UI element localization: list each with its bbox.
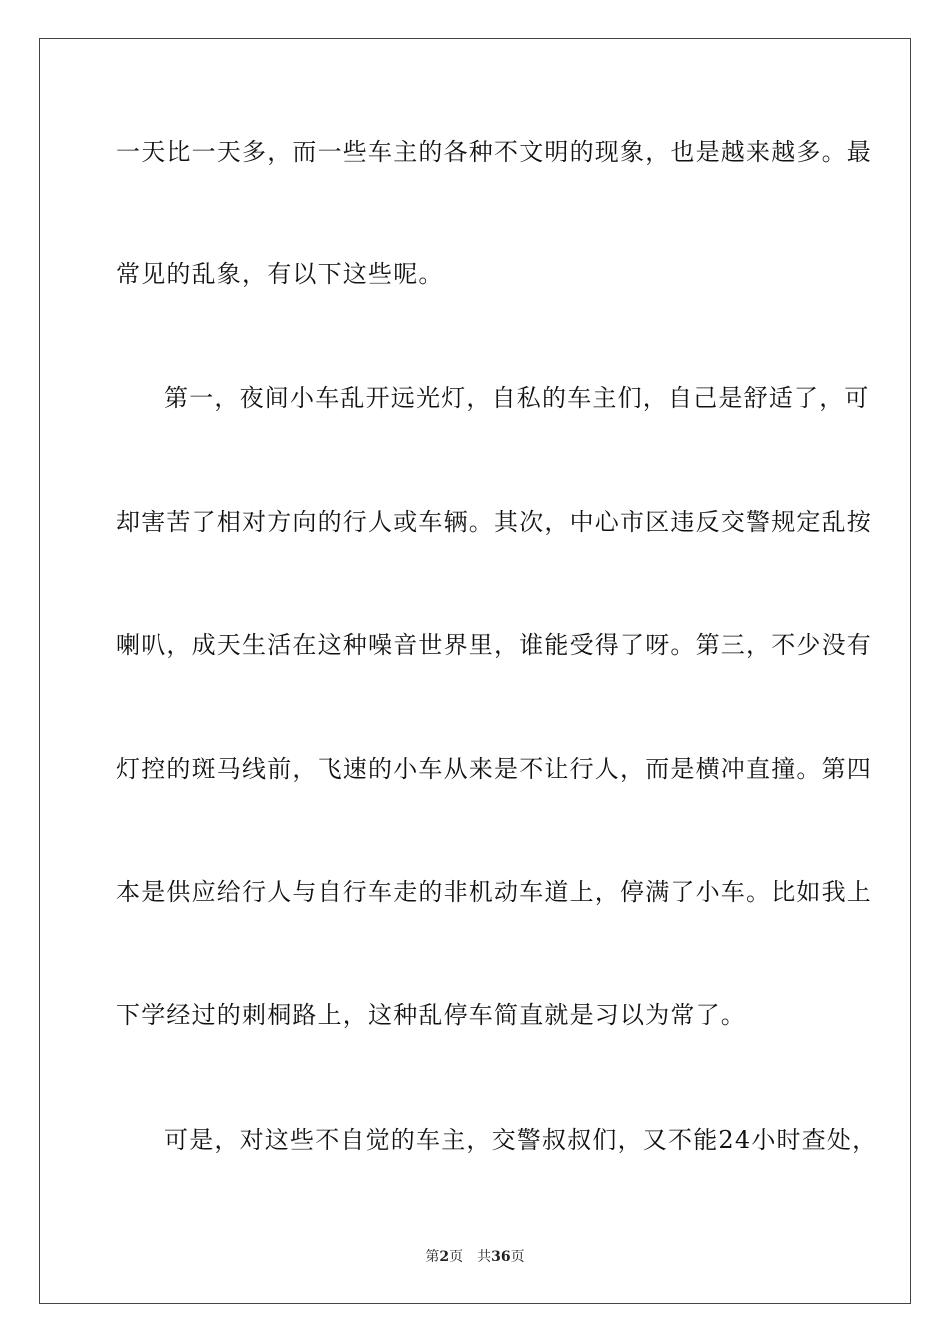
- page-frame: [39, 38, 911, 1304]
- page-prefix: 第: [425, 1249, 440, 1265]
- total-page-number: 36: [491, 1249, 511, 1265]
- total-prefix: 共: [477, 1249, 492, 1265]
- paragraph-line: 灯控的斑马线前，飞速的小车从来是不让行人，而是横冲直撞。第四: [116, 755, 872, 783]
- total-unit: 页: [510, 1249, 525, 1265]
- paragraph-line: 喇叭，成天生活在这种噪音世界里，谁能受得了呀。第三，不少没有: [116, 631, 872, 659]
- paragraph-line: 一天比一天多，而一些车主的各种不文明的现象，也是越来越多。最: [116, 138, 872, 166]
- paragraph-line: 常见的乱象，有以下这些呢。: [116, 260, 444, 288]
- current-page-number: 2: [439, 1249, 450, 1265]
- paragraph-line: 却害苦了相对方向的行人或车辆。其次，中心市区违反交警规定乱按: [116, 508, 872, 536]
- paragraph-line: 本是供应给行人与自行车走的非机动车道上，停满了小车。比如我上: [116, 878, 872, 906]
- paragraph-line: 第一，夜间小车乱开远光灯，自私的车主们，自己是舒适了，可: [164, 384, 870, 412]
- page-footer: [0, 1247, 950, 1267]
- paragraph-line: 下学经过的刺桐路上，这种乱停车简直就是习以为常了。: [116, 1001, 746, 1029]
- paragraph-line: 可是，对这些不自觉的车主，交警叔叔们，又不能24小时查处，: [164, 1126, 878, 1154]
- page-unit: 页: [449, 1249, 464, 1265]
